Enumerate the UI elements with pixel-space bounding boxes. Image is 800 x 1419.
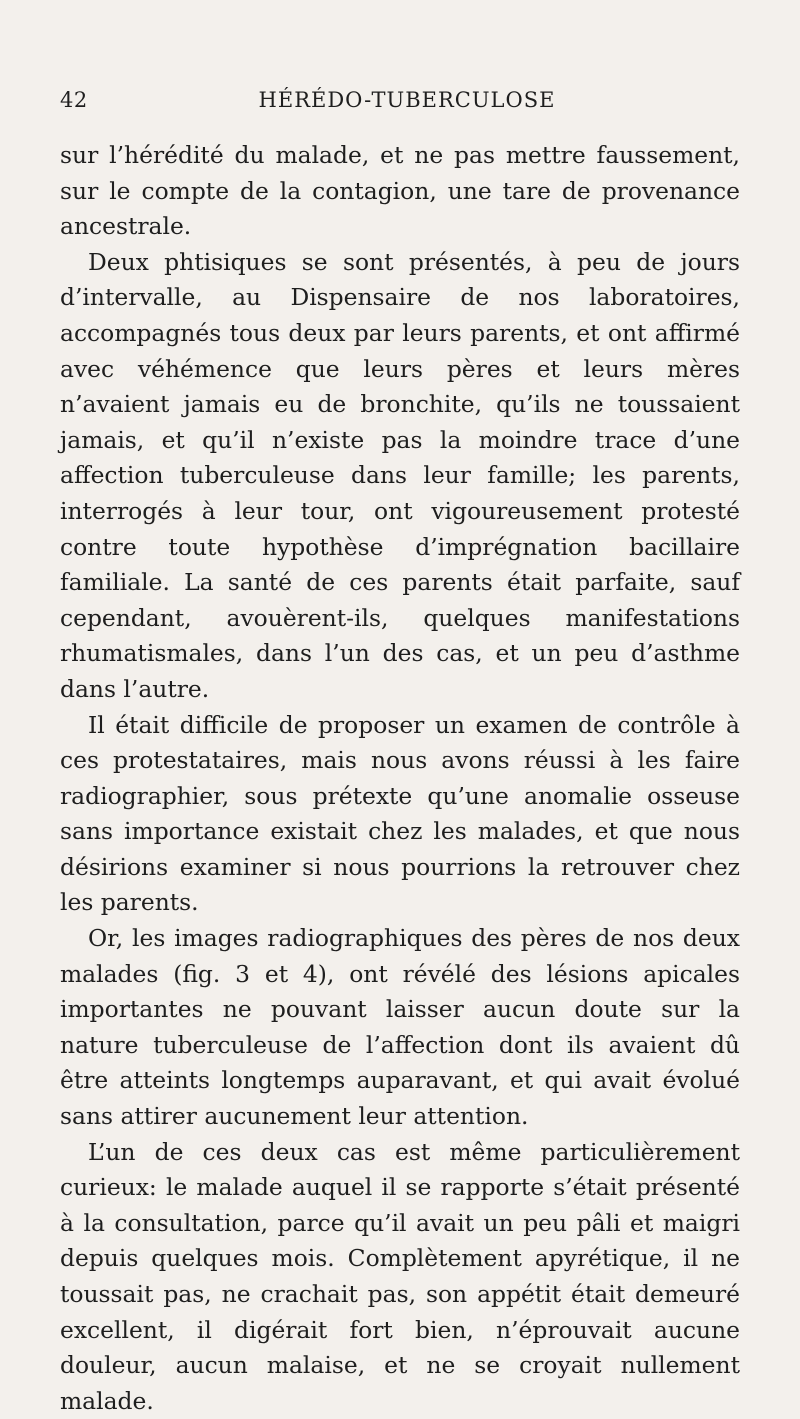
paragraph: sur l’hérédité du malade, et ne pas mettre faussement, sur le compte de la contagion, une tare de provenance ancestrale. <box>60 141 740 241</box>
running-title: HÉRÉDO-TUBERCULOSE <box>258 88 556 112</box>
page-number: 42 <box>60 88 88 112</box>
paragraph: Deux phtisiques se sont présentés, à peu de jours d’intervalle, au Dispensaire de nos laboratoires, accompagnés tous deux par leurs parents, et ont affirmé avec véhémence que leurs pères et leurs mères n’avaient jamais eu de bronchite, qu’ils ne toussaient jamais, et qu’il n’existe pas la moindre trace d’une affection tuberculeuse dans leur famille; les parents, interrogés à leur tour, ont vigoureusement protesté contre toute hypothèse d’imprégnation bacillaire familiale. La santé de ces parents était parfaite, sauf cependant, avouèrent-ils, quelques manifestations rhumatismales, dans l’un des cas, et un peu d’asthme dans l’autre. <box>60 247 740 703</box>
body-text <box>60 138 740 1419</box>
running-head <box>0 88 800 118</box>
paragraph: L’un de ces deux cas est même particulièrement curieux: le malade auquel il se rapporte s’était présenté à la consultation, parce qu’il avait un peu pâli et maigri depuis quelques mois. Complètement apyrétique, il ne toussait pas, ne crachait pas, son appétit était demeuré excellent, il digérait fort bien, n’éprouvait aucune douleur, aucun malaise, et ne se croyait nullement malade. <box>60 1137 740 1415</box>
paragraph: Or, les images radiographiques des pères de nos deux malades (fig. 3 et 4), ont révélé des lésions apicales importantes ne pouvant laisser aucun doute sur la nature tuberculeuse de l’affection dont ils avaient dû être atteints longtemps auparavant, et qui avait évolué sans attirer aucunement leur attention. <box>60 924 740 1131</box>
paragraph: Il était difficile de proposer un examen de contrôle à ces protestataires, mais nous avons réussi à les faire radiographier, sous prétexte qu’une anomalie osseuse sans importance existait chez les malades, et que nous désirions examiner si nous pourrions la retrouver chez les parents. <box>60 710 740 917</box>
